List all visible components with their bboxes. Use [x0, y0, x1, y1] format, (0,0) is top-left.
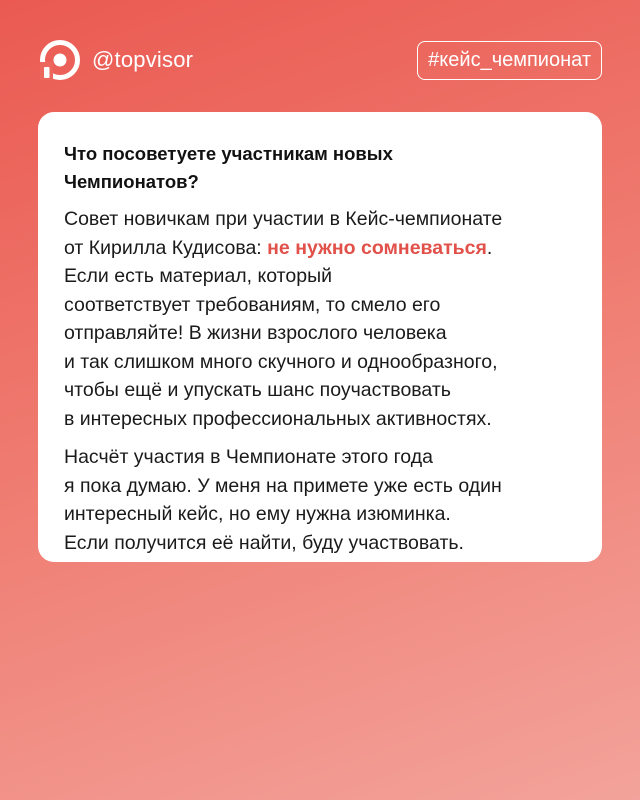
paragraph-text: .: [486, 236, 493, 259]
paragraph-text: от Кирилла Кудисова:: [64, 236, 268, 259]
paragraph-line: Совет новичкам при участии в Кейс-чемпионате: [64, 208, 503, 230]
topvisor-logo-icon: [40, 40, 80, 80]
paragraph-line: отправляйте! В жизни взрослого человека: [64, 322, 447, 344]
question-heading: [64, 140, 582, 196]
paragraph-line: соответствует требованиям, то смело его: [64, 293, 441, 316]
paragraph-line: Если получится её найти, буду участвовать.: [64, 531, 464, 554]
header: [40, 40, 602, 80]
question-line: Чемпионатов?: [64, 171, 199, 192]
answer-paragraph-1: [64, 205, 582, 433]
answer-paragraph-2: [64, 443, 582, 557]
content-card: [38, 112, 602, 562]
highlighted-advice: не нужно сомневаться: [267, 236, 487, 259]
paragraph-line: чтобы ещё и упускать шанс поучаствовать: [64, 379, 451, 401]
paragraph-line: Насчёт участия в Чемпионате этого года: [64, 446, 433, 468]
paragraph-line: в интересных профессиональных активностях.: [64, 407, 492, 430]
account-handle: @topvisor: [92, 47, 194, 72]
paragraph-line: и так слишком много скучного и однообразного,: [64, 350, 498, 373]
brand[interactable]: [40, 40, 193, 80]
paragraph-line: интересный кейс, но ему нужна изюминка.: [64, 503, 451, 525]
question-line: Что посоветуете участникам новых: [64, 143, 393, 164]
hashtag-badge[interactable]: #кейс_чемпионат: [417, 41, 602, 80]
paragraph-line: Если есть материал, который: [64, 265, 332, 287]
paragraph-line: я пока думаю. У меня на примете уже есть один: [64, 474, 502, 497]
paragraph-line: [64, 234, 582, 263]
